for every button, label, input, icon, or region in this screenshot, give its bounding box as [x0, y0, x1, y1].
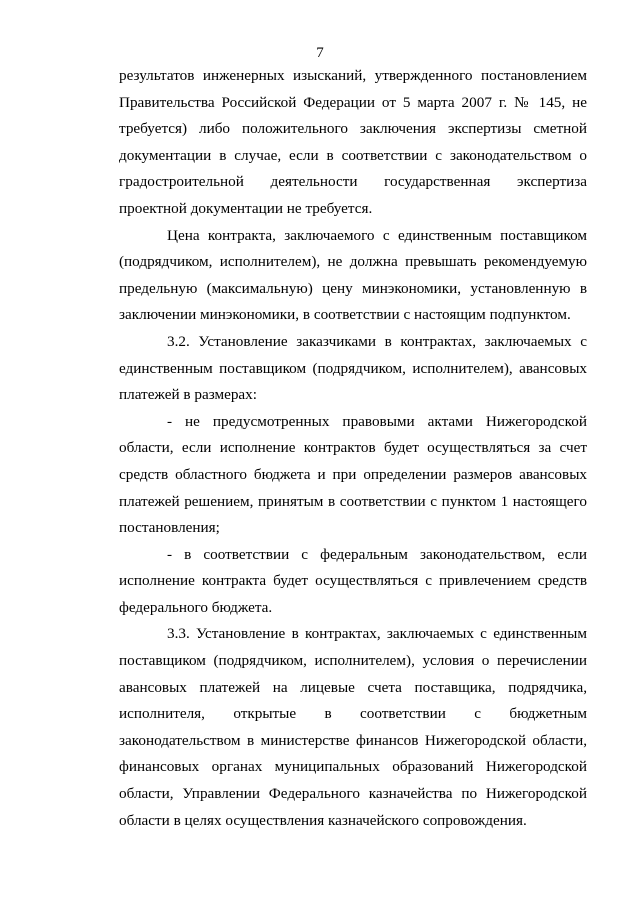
paragraph-3-2: 3.2. Установление заказчиками в контрактах, заключаемых с единственным поставщиком (подрядчиком, исполнителем), авансовых платежей в размерах: [119, 332, 587, 404]
page-number: 7 [316, 45, 324, 61]
paragraph-contract-price: Цена контракта, заключаемого с единственным поставщиком (подрядчиком, исполнителем), не должна превышать рекомендуемую предельную (максимальную) цену минэкономики, установленную в заключении минэкономики, в соответствии с настоящим подпунктом. [119, 226, 587, 324]
list-item-federal-law: - в соответствии с федеральным законодательством, если исполнение контракта будет осуществляться с привлечением средств федерального бюджета. [119, 545, 587, 616]
list-item-regional-acts: - не предусмотренных правовыми актами Нижегородской области, если исполнение контрактов будет осуществляться за счет средств областного бюджета и при определении размеров авансовых платежей решением, принятым в соответствии с пунктом 1 настоящего постановления; [119, 412, 587, 537]
document-body [119, 63, 587, 834]
paragraph-continuation: результатов инженерных изысканий, утвержденного постановлением Правительства Российской Федерации от 5 марта 2007 г. № 145, не требуется) либо положительного заключения экспертизы сметной документации в случае, если в соответствии с законодательством о градостроительной деятельности государственная экспертиза проектной документации не требуется. [119, 67, 587, 217]
paragraph-3-3: 3.3. Установление в контрактах, заключаемых с единственным поставщиком (подрядчиком, исполнителем), условия о перечислении авансовых платежей на лицевые счета поставщика, подрядчика, исполнителя, открытые в соответствии с бюджетным законодательством в министерстве финансов Нижегородской области, финансовых органах муниципальных образований Нижегородской области, Управлении Федерального казначейства по Нижегородской области в целях осуществления казначейского сопровождения. [119, 625, 587, 829]
